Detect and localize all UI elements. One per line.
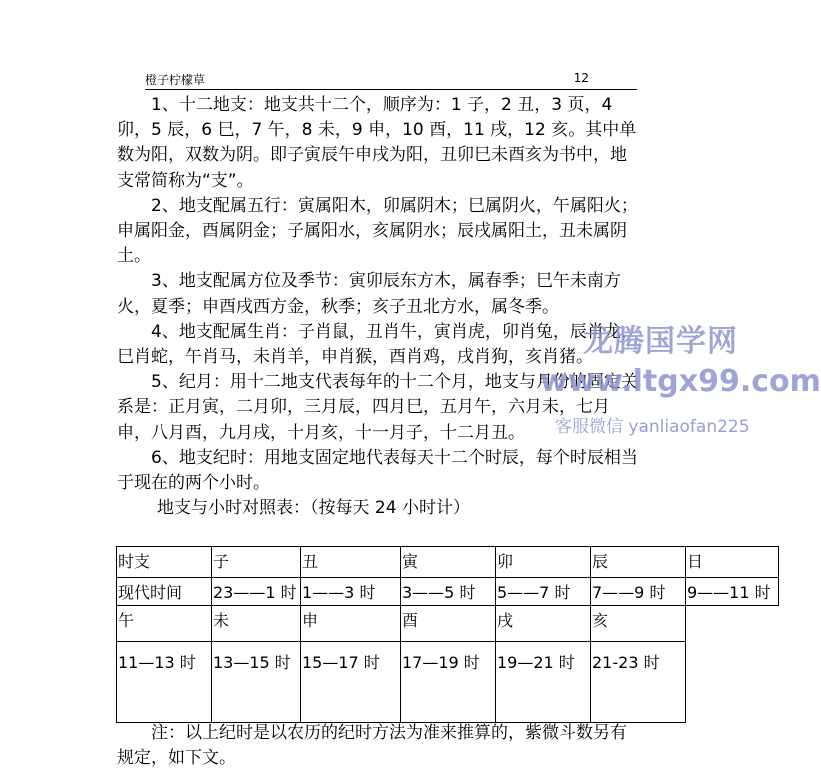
table-cell: 未 xyxy=(212,606,301,642)
table-cell: 卯 xyxy=(496,547,591,578)
table-cell: 午 xyxy=(117,606,212,642)
paragraph: 6、地支纪时：用地支固定地代表每天十二个时辰，每个时辰相当于现在的两个小时。 xyxy=(117,447,638,494)
table-cell: 寅 xyxy=(401,547,496,578)
paragraph: 2、地支配属五行：寅属阳木，卯属阴木；巳属阴火，午属阳火；申属阳金，酉属阴金；子属阳水，亥属阴水；辰戌属阳土，丑未属阴土。 xyxy=(117,195,638,267)
table-cell: 7——9 时 xyxy=(591,578,686,606)
table-row xyxy=(117,547,779,578)
table-cell: 酉 xyxy=(401,606,496,642)
table-cell: 9——11 时 xyxy=(686,578,779,606)
branch-hour-table xyxy=(116,546,779,723)
table-cell: 11—13 时 xyxy=(117,642,212,723)
table-empty-cell xyxy=(686,606,779,642)
table-row xyxy=(117,578,779,606)
paragraph: 4、地支配属生肖：子肖鼠，丑肖牛，寅肖虎，卯肖兔，辰肖龙，巳肖蛇，午肖马，未肖羊，申肖猴，酉肖鸡，戌肖狗，亥肖猪。 xyxy=(117,321,638,368)
table-cell: 19—21 时 xyxy=(496,642,591,723)
table-cell: 13—15 时 xyxy=(212,642,301,723)
table-row xyxy=(117,606,779,642)
table-cell: 现代时间 xyxy=(117,578,212,606)
body-text xyxy=(117,93,642,521)
paragraph: 1、十二地支：地支共十二个，顺序为：1 子，2 丑，3 页，4 卯，5 辰，6 巳，7 午，8 未，9 申，10 酉，11 戌，12 亥。其中单数为阳，双数为阴。即子寅辰午申戌为阳，丑卯巳未酉亥为书中，地支常简称为“支”。 xyxy=(117,95,637,191)
table-cell: 1——3 时 xyxy=(301,578,401,606)
page-number: 12 xyxy=(573,71,589,85)
header-title: 橙子柠檬草 xyxy=(145,73,206,87)
table-cell: 17—19 时 xyxy=(401,642,496,723)
table-cell: 3——5 时 xyxy=(401,578,496,606)
table-cell: 15—17 时 xyxy=(301,642,401,723)
table-row xyxy=(117,642,779,723)
table-cell: 亥 xyxy=(591,606,686,642)
table-cell: 戌 xyxy=(496,606,591,642)
table-cell: 丑 xyxy=(301,547,401,578)
table-cell: 子 xyxy=(212,547,301,578)
paragraph: 5、纪月：用十二地支代表每年的十二个月，地支与月份的固定关系是：正月寅，二月卯，三月辰，四月巳，五月午，六月未，七月申，八月酉，九月戌，十月亥，十一月子，十二月丑。 xyxy=(117,372,638,443)
table-empty-cell xyxy=(686,642,779,723)
footnote xyxy=(117,721,642,771)
watermark-url: www.ltgx99.com xyxy=(540,364,821,399)
table-cell: 23——1 时 xyxy=(212,578,301,606)
table-cell: 时支 xyxy=(117,547,212,578)
table-cell: 日 xyxy=(686,547,779,578)
table-title: 地支与小时对照表：（按每天 24 小时计） xyxy=(157,498,470,519)
table-cell: 5——7 时 xyxy=(496,578,591,606)
paragraph: 3、地支配属方位及季节：寅卯辰东方木，属春季；巳午未南方火，夏季；申酉戌西方金，秋季；亥子丑北方水，属冬季。 xyxy=(117,271,621,317)
watermark-contact: 客服微信 yanliaofan225 xyxy=(555,417,750,437)
page-header xyxy=(145,71,637,90)
table-cell: 21-23 时 xyxy=(591,642,686,723)
table-cell: 申 xyxy=(301,606,401,642)
note-text: 注：以上纪时是以农历的纪时方法为准来推算的，紫微斗数另有规定，如下文。 xyxy=(117,723,627,768)
watermark-name: 龙腾国学网 xyxy=(583,324,738,359)
table-cell: 辰 xyxy=(591,547,686,578)
